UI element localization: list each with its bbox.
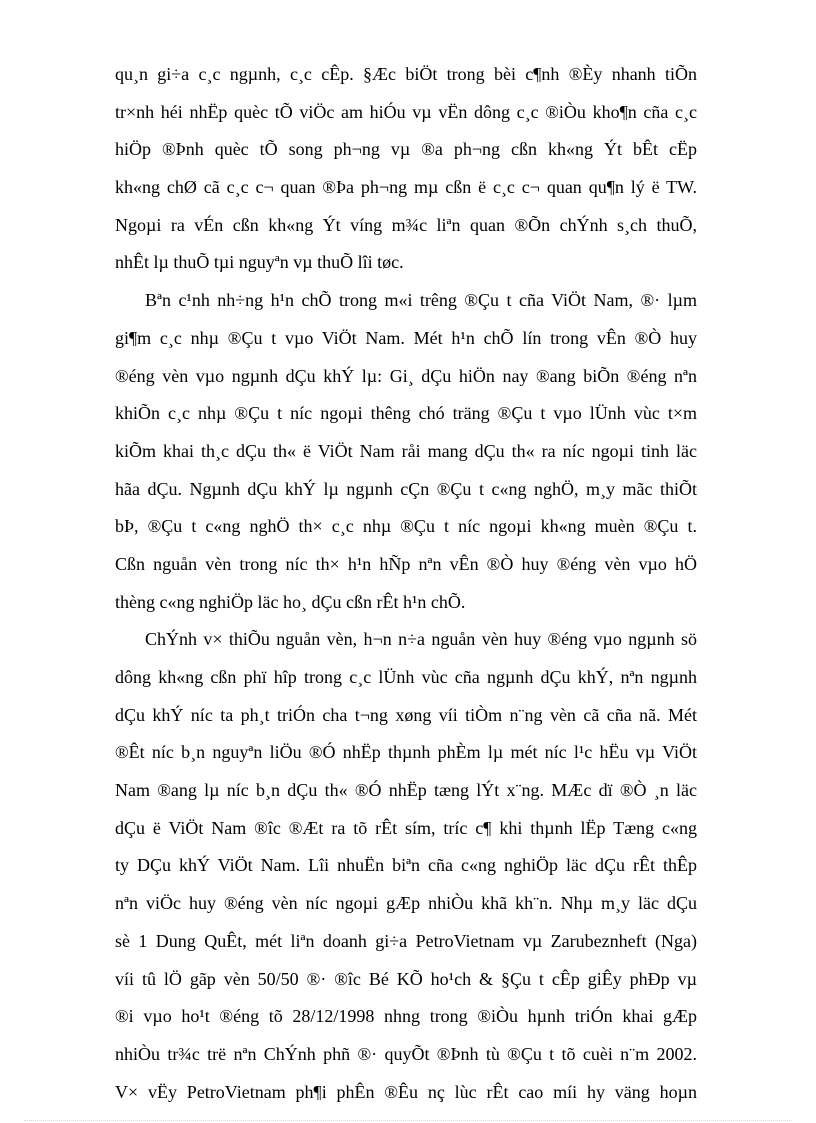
text-line: kh«ng chØ cã c¸c c¬ quan ®Þa ph¬ng mµ cßn ë c¸c c¬ quan qu¶n lý ë TW. <box>115 177 697 198</box>
text-line: gi¶m c¸c nhµ ®Çu t vµo ViÖt Nam. Mét h¹n chÕ lín trong vÊn ®Ò huy <box>115 327 697 348</box>
paragraph-3 <box>115 621 697 1111</box>
text-line: ®Êt níc b¸n nguyªn liÖu ®Ó nhËp thµnh phÈm lµ mét níc l¹c hËu vµ ViÖt <box>115 742 697 763</box>
text-line: V× vËy PetroVietnam ph¶i phÊn ®Êu nç lùc rÊt cao míi hy väng hoµn <box>115 1081 697 1102</box>
text-line: dông kh«ng cßn phï hîp trong c¸c lÜnh vùc cña ngµnh dÇu khÝ, nªn ngµnh <box>115 667 697 687</box>
text-line: dÇu ë ViÖt Nam ®îc ®Æt ra tõ rÊt sím, tríc c¶ khi thµnh lËp Tæng c«ng <box>115 817 697 838</box>
text-line: ChÝnh v× thiÕu nguån vèn, h¬n n÷a nguån vèn huy ®éng vµo ngµnh sö <box>145 629 697 650</box>
text-line: tr×nh héi nhËp quèc tÕ viÖc am hiÓu vµ vËn dông c¸c ®iÒu kho¶n cña c¸c <box>115 101 697 122</box>
text-line: kiÕm khai th¸c dÇu th« ë ViÖt Nam råi mang dÇu th« ra níc ngoµi tinh läc <box>115 440 697 461</box>
text-line: Cßn nguån vèn trong níc th× h¹n hÑp nªn vÊn ®Ò huy ®éng vèn vµo hÖ <box>115 553 697 574</box>
text-line: hiÖp ®Þnh quèc tÕ song ph¬ng vµ ®a ph¬ng cßn kh«ng Ýt bÊt cËp <box>115 139 697 160</box>
text-line: khiÕn c¸c nhµ ®Çu t níc ngoµi thêng chó träng ®Çu t vµo lÜnh vùc t×m <box>115 403 697 424</box>
paragraph-2 <box>115 282 697 621</box>
text-line: hãa dÇu. Ngµnh dÇu khÝ lµ ngµnh cÇn ®Çu t c«ng nghÖ, m¸y mãc thiÕt <box>115 478 697 499</box>
text-line: sè 1 Dung QuÊt, mét liªn doanh gi÷a PetroVietnam vµ Zarubeznheft (Nga) <box>115 930 697 951</box>
page-bottom-divider <box>24 1120 792 1121</box>
text-line: ®éng vèn vµo ngµnh dÇu khÝ lµ: Gi¸ dÇu hiÖn nay ®ang biÕn ®éng nªn <box>115 365 697 386</box>
text-line: víi tû lÖ gãp vèn 50/50 ®· ®îc Bé KÕ ho¹ch & §Çu t cÊp giÊy phÐp vµ <box>115 968 697 989</box>
text-line: Bªn c¹nh nh÷ng h¹n chÕ trong m«i trêng ®Çu t cña ViÖt Nam, ®· lµm <box>145 290 697 311</box>
paragraph-1 <box>115 56 697 282</box>
text-line: ®i vµo ho¹t ®éng tõ 28/12/1998 nhng trong ®iÒu hµnh triÓn khai gÆp <box>115 1006 697 1027</box>
text-line: nhiÒu tr¾c trë nªn ChÝnh phñ ®· quyÕt ®Þnh tù ®Çu t tõ cuèi n¨m 2002. <box>115 1043 697 1064</box>
text-line: qu¸n gi÷a c¸c ngµnh, c¸c cÊp. §Æc biÖt trong bèi c¶nh ®Èy nhanh tiÕn <box>115 64 697 84</box>
text-line: bÞ, ®Çu t c«ng nghÖ th× c¸c nhµ ®Çu t níc ngoµi kh«ng muèn ®Çu t. <box>115 516 697 537</box>
text-line: ty DÇu khÝ ViÖt Nam. Lîi nhuËn biªn cña c«ng nghiÖp läc dÇu rÊt thÊp <box>115 855 697 876</box>
text-line: Ngoµi ra vÉn cßn kh«ng Ýt víng m¾c liªn quan ®Õn chÝnh s¸ch thuÕ, <box>115 214 697 235</box>
text-line: nªn viÖc huy ®éng vèn níc ngoµi gÆp nhiÒu khã kh¨n. Nhµ m¸y läc dÇu <box>115 893 697 914</box>
text-line: Nam ®ang lµ níc b¸n dÇu th« ®Ó nhËp tæng lÝt x¨ng. MÆc dï ®Ò ¸n läc <box>115 780 697 801</box>
text-line: thèng c«ng nghiÖp läc ho¸ dÇu cßn rÊt h¹n chÕ. <box>115 591 466 612</box>
text-line: dÇu khÝ níc ta ph¸t triÓn cha t¬ng xøng víi tiÒm n¨ng vèn cã cña nã. Mét <box>115 704 697 725</box>
document-page <box>115 56 697 1111</box>
text-line: nhÊt lµ thuÕ tµi nguyªn vµ thuÕ lîi tøc. <box>115 252 404 273</box>
